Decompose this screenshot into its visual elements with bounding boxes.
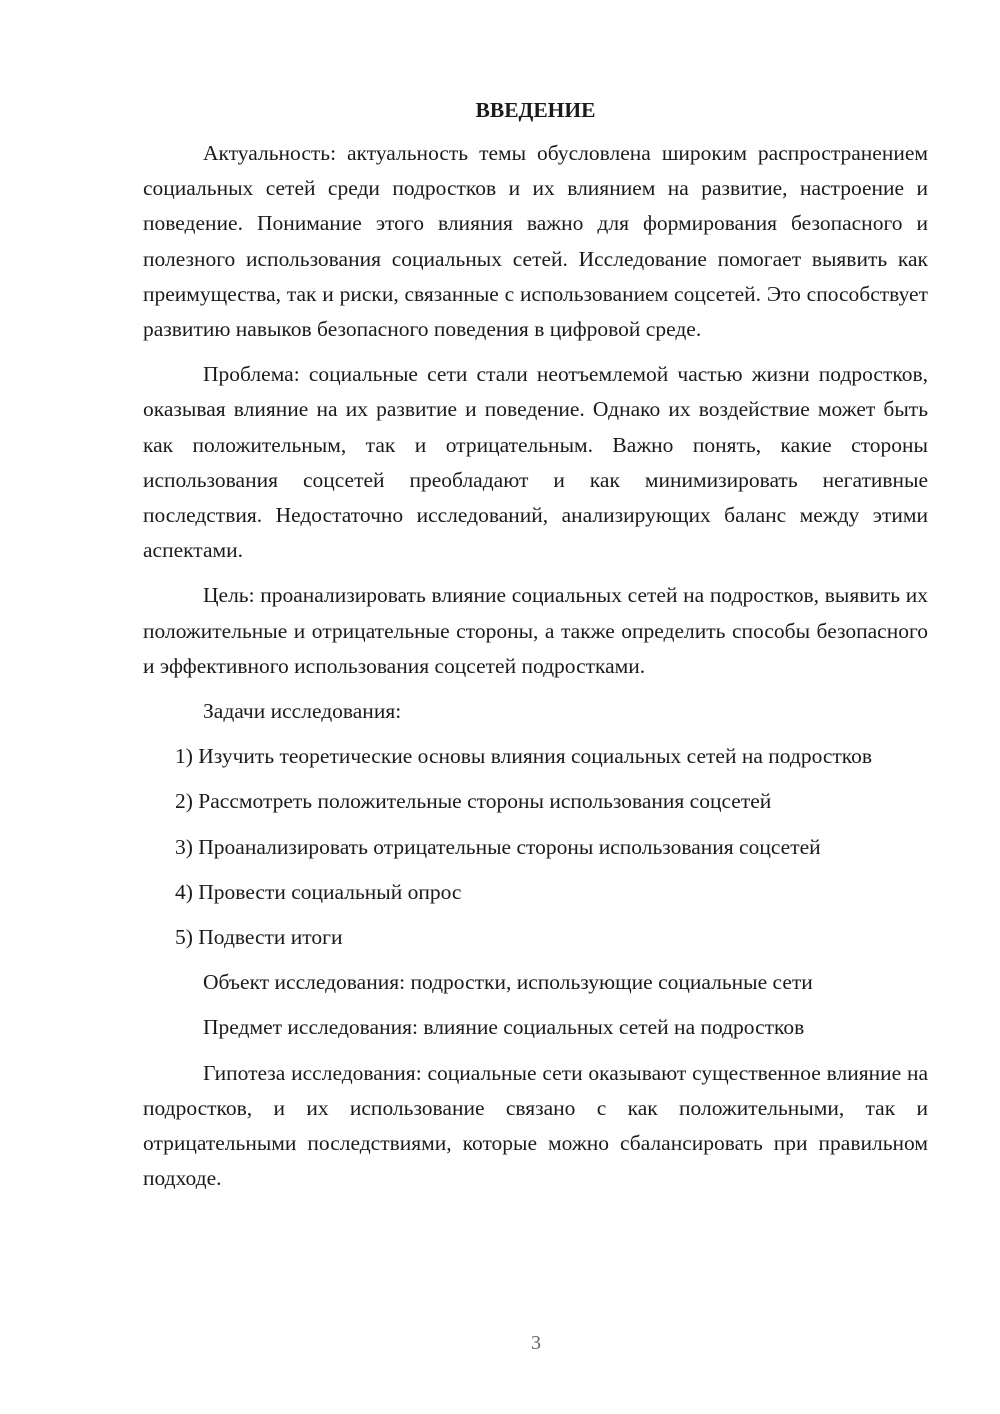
document-page bbox=[143, 93, 928, 1206]
section-title: ВВЕДЕНИЕ bbox=[475, 98, 596, 122]
paragraph-relevance: Актуальность: актуальность темы обусловлена широким распространением социальных сетей среди подростков и их влиянием на развитие, настроение и поведение. Понимание этого влияния важно для формирования безопасного и полезного использования социальных сетей. Исследование помогает выявить как преимущества, так и риски, связанные с использованием соцсетей. Это способствует развитию навыков безопасного поведения в цифровой среде. bbox=[143, 141, 928, 342]
tasks-heading: Задачи исследования: bbox=[203, 699, 402, 724]
task-item-3: 3) Проанализировать отрицательные стороны использования соцсетей bbox=[175, 834, 821, 859]
task-item-1: 1) Изучить теоретические основы влияния социальных сетей на подростков bbox=[175, 744, 873, 769]
research-subject: Предмет исследования: влияние социальных сетей на подростков bbox=[203, 1015, 805, 1040]
paragraph-problem: Проблема: социальные сети стали неотъемлемой частью жизни подростков, оказывая влияние на их развитие и поведение. Однако их воздействие может быть как положительным, так и отрицательным. Важно понять, какие стороны использования соцсетей преобладают и как минимизировать негативные последствия. Недостаточно исследований, анализирующих баланс между этими аспектами. bbox=[143, 362, 928, 563]
page-number: 3 bbox=[531, 1332, 541, 1354]
research-object: Объект исследования: подростки, использующие социальные сети bbox=[203, 970, 813, 995]
research-hypothesis: Гипотеза исследования: социальные сети оказывают существенное влияние на подростков, и их использование связано с как положительными, так и отрицательными последствиями, которые можно сбалансировать при правильном подходе. bbox=[143, 1060, 928, 1191]
paragraph-goal: Цель: проанализировать влияние социальных сетей на подростков, выявить их положительные и отрицательные стороны, а также определить способы безопасного и эффективного использования соцсетей подростками. bbox=[143, 583, 928, 678]
task-item-4: 4) Провести социальный опрос bbox=[175, 879, 462, 904]
task-item-5: 5) Подвести итоги bbox=[175, 925, 343, 950]
task-item-2: 2) Рассмотреть положительные стороны использования соцсетей bbox=[175, 789, 772, 814]
